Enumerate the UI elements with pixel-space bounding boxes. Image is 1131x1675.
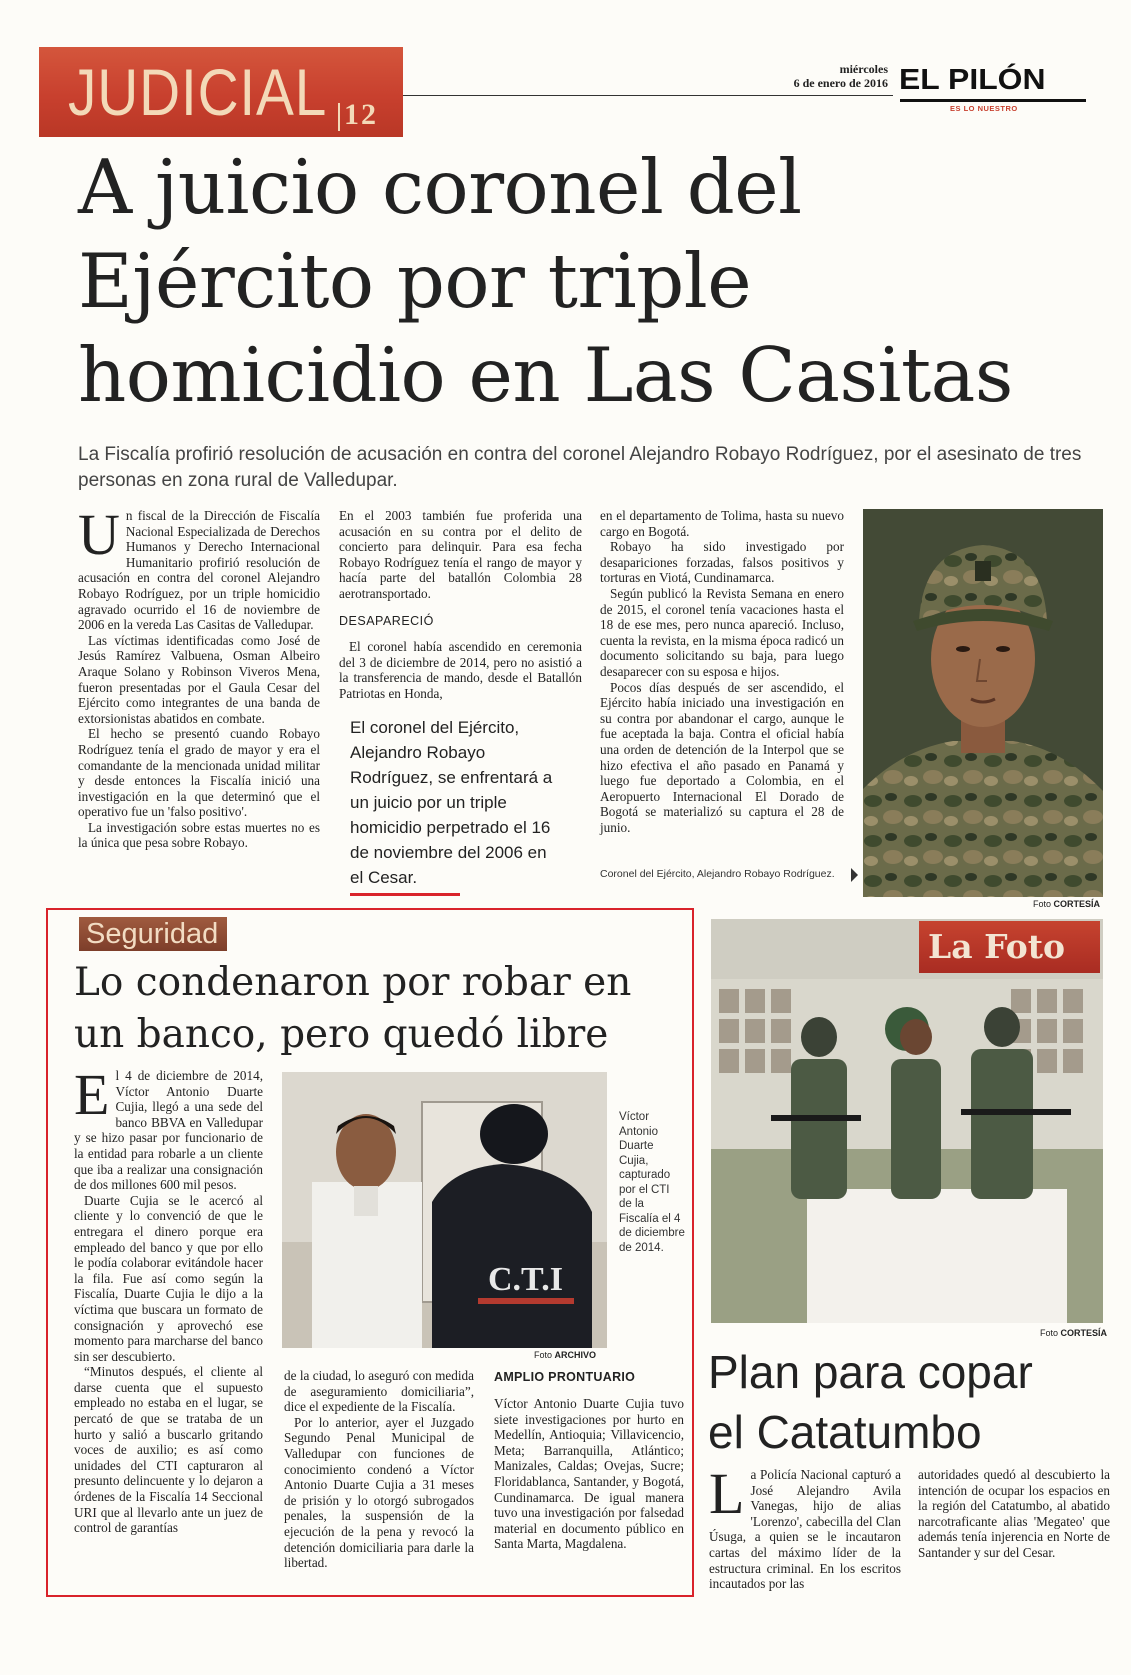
suspect-arrest-photo-icon <box>282 1072 607 1348</box>
security-headline <box>74 957 694 1061</box>
main-section-subhead: DESAPARECIÓ <box>339 613 434 628</box>
main-paragraph: Robayo ha sido investigado por desapariciones forzadas, falsos positivos y torturas en Viotá, Cundinamarca. <box>600 539 844 586</box>
main-article-col-1 <box>78 502 320 851</box>
main-paragraph: n fiscal de la Dirección de Fiscalía Nacional Especializada de Derechos Humanos y Derecho Internacional Humanitario profirió resolución de acusación en contra del coronel Alejandro Robayo Rodríguez, por un triple homicidio agravado ocurrido el 16 de noviembre de 2006 en la vereda Las Casitas de Valledupar. <box>78 508 320 633</box>
security-photo-caption: Víctor Antonio Duarte Cujia, capturado por el CTI de la Fiscalía el 4 de diciembre de 2014. <box>619 1111 685 1254</box>
main-dropcap: U <box>78 502 120 567</box>
colonel-portrait-icon <box>863 509 1103 897</box>
section-title: JUDICIAL <box>68 55 328 129</box>
main-article-col-2 <box>339 508 582 702</box>
security-photo <box>282 1072 607 1348</box>
security-paragraph: de la ciudad, lo aseguró con medida de aseguramiento domiciliaria”, dice el expediente de la Fiscalía. <box>284 1368 474 1415</box>
main-paragraph: Según publicó la Revista Semana en enero de 2015, el coronel tenía vacaciones hasta el 18 de ese mes, pero nunca apareció. Incluso, cuenta la revista, en la misma época radicó un documento solicitando su baja, para luego desaparecer con su esposa e hijos. <box>600 585 844 679</box>
main-photo-caption: Coronel del Ejército, Alejandro Robayo Rodríguez. <box>600 868 835 880</box>
security-paragraph: Víctor Antonio Duarte Cujia tuvo siete investigaciones por hurto en Medellín, Antioquia; Villavicencio, Meta; Barranquilla, Atlántico; Manizales, Caldas; Ovejas, Sucre; Floridablanca, Santander, y Bogotá, Cundinamarca. De igual manera tuvo una investigación por falsedad material en documento público en Santa Marta, Magdalena. <box>494 1396 684 1552</box>
la-foto-headline-line-2: el Catatumbo <box>708 1406 982 1458</box>
main-photo <box>863 509 1103 897</box>
main-paragraph: En el 2003 también fue proferida una acusación en su contra por el delito de concierto para delinquir. Para esa fecha Robayo Rodríguez tenía el rango de mayor y hacía parte del batallón Colombia 28 aerotransportado. <box>339 508 582 601</box>
security-headline-line-1: Lo condenaron por robar en <box>74 960 632 1005</box>
header-weekday: miércoles <box>839 62 888 76</box>
security-paragraph: “Minutos después, el cliente al darse cuenta que el supuesto empleado no estaba en el lugar, se percató de que se trataba de un hurto y salió a buscarlo gritando voces de auxilio; es así como unidades del CTI capturaron al presunto delincuente y lo dejaron a órdenes de la Fiscalía 14 Seccional URI que al llevarlo ante un juez de control de garantías <box>74 1364 263 1536</box>
caption-arrow-icon <box>851 868 858 882</box>
main-paragraph: El coronel había ascendido en ceremonia del 3 de diciembre de 2014, pero no asistió a la transferencia de mando, desde el Batallón Patriotas en Honda, <box>339 639 582 701</box>
la-foto-headline <box>708 1342 1108 1462</box>
main-pullquote: El coronel del Ejército, Alejandro Robayo Rodríguez, se enfrentará a un juicio por un triple homicidio perpetrado el 16 de noviembre del 2006 en el Cesar. <box>350 718 553 887</box>
main-headline <box>78 140 1118 422</box>
security-article-col-1 <box>74 1062 263 1536</box>
security-section-subhead: AMPLIO PRONTUARIO <box>494 1370 636 1384</box>
security-paragraph: l 4 de diciembre de 2014, Víctor Antonio Duarte Cujia, llegó a una sede del banco BBVA en Valledupar y se hizo pasar por funcionario de la entidad para robarle a un cliente que iba a realizar una consignación de dos millones 600 mil pesos. <box>74 1068 263 1193</box>
page-number: 12 <box>344 98 378 131</box>
security-dropcap: E <box>74 1062 110 1127</box>
security-headline-line-2: un banco, pero quedó libre <box>74 1012 609 1057</box>
la-foto-headline-line-1: Plan para copar <box>708 1346 1033 1398</box>
security-paragraph: Duarte Cujia se le acercó al cliente y lo convenció de que le entregara el dinero porque era empleado del banco y que por ello le podía colaborar evitándole hacer la fila. Fue así como según la Fiscalía, Duarte Cujia le dijo a la víctima que buscara un formato de consignación y aprovechó ese momento para marcharse del banco sin ser descubierto. <box>74 1192 263 1364</box>
main-paragraph: Las víctimas identificadas como José de Jesús Ramírez Valbuena, Osman Albeiro Araque Solano y Robinson Viveros Mena, fueron presentadas por el Gaula Cesar del Ejército como integrantes de una banda de extorsionistas abatidos en combate. <box>78 632 320 726</box>
main-photo-credit: Foto CORTESÍA <box>1033 899 1101 909</box>
pullquote-underline <box>350 893 460 896</box>
page-number-divider <box>338 103 340 131</box>
la-foto-paragraph: autoridades quedó al descubierto la intención de ocupar los espacios en la región del Catatumbo, al abatido narcotraficante alias 'Megateo' que además tenía injerencia en Norte de Santander y sur del Cesar. <box>918 1467 1110 1560</box>
main-paragraph: Pocos días después de ser ascendido, el Ejército había iniciado una investigación en su contra por abandonar el cargo, aunque le fue aceptada la baja. Contra el oficial había una orden de detención de la Interpol que se hizo efectiva el año pasado en Panamá y luego fue deportado a Colombia, en el Aeropuerto Internacional El Dorado de Bogotá se materializó su captura el 28 de junio. <box>600 679 844 835</box>
main-subhead: La Fiscalía profirió resolución de acusación en contra del coronel Alejandro Robayo Rodríguez, por el asesinato de tres personas en zona rural de Valledupar. <box>78 444 1082 491</box>
main-article-col-3 <box>600 508 844 835</box>
la-foto-col-2 <box>918 1467 1110 1561</box>
la-foto-col-1 <box>709 1461 901 1592</box>
security-photo-credit: Foto ARCHIVO <box>534 1350 597 1360</box>
newspaper-logo: EL PILÓN <box>899 64 1046 96</box>
la-foto-paragraph: a Policía Nacional capturó a José Alejandro Avila Vanegas, hijo de alias 'Lorenzo', cabecilla del Clan Úsuga, a quien se le incautaron cartas del máximo líder de la estructura criminal. En los escritos incautados por las <box>709 1467 901 1592</box>
la-foto-dropcap: L <box>709 1461 745 1526</box>
main-headline-line-1: A juicio coronel del <box>78 143 802 231</box>
header-rule <box>403 95 893 96</box>
newspaper-slogan: ES LO NUESTRO <box>950 104 1018 113</box>
main-paragraph: El hecho se presentó cuando Robayo Rodríguez tenía el grado de mayor y era el comandante de la mencionada unidad militar y desde entonces la Fiscalía inició una investigación en la que determinó que el operativo fue un 'falso positivo'. <box>78 726 320 820</box>
security-tag: Seguridad <box>86 918 219 950</box>
header-date: 6 de enero de 2016 <box>793 76 888 90</box>
main-headline-line-3: homicidio en Las Casitas <box>78 331 1013 419</box>
logo-underline <box>900 99 1086 102</box>
cti-vest-text: C.T.I <box>488 1261 563 1298</box>
main-paragraph: La investigación sobre estas muertes no es la única que pesa sobre Robayo. <box>78 819 320 851</box>
main-paragraph: en el departamento de Tolima, hasta su nuevo cargo en Bogotá. <box>600 508 844 539</box>
la-foto-photo-credit: Foto CORTESÍA <box>1040 1328 1108 1338</box>
police-capture-photo-icon <box>711 919 1103 1323</box>
main-headline-line-2: Ejército por triple <box>78 237 752 325</box>
la-foto-photo <box>711 919 1103 1323</box>
security-article-col-3 <box>494 1396 684 1552</box>
la-foto-tag: La Foto <box>928 927 1065 966</box>
security-article-col-2 <box>284 1368 474 1571</box>
security-paragraph: Por lo anterior, ayer el Juzgado Segundo Penal Municipal de Valledupar con funciones de conocimiento condenó a Víctor Antonio Duarte Cujia a 31 meses de prisión y lo otorgó subrogados penales, la suspensión de la ejecución de la pena y revocó la detención domiciliaria para darle la libertad. <box>284 1414 474 1571</box>
